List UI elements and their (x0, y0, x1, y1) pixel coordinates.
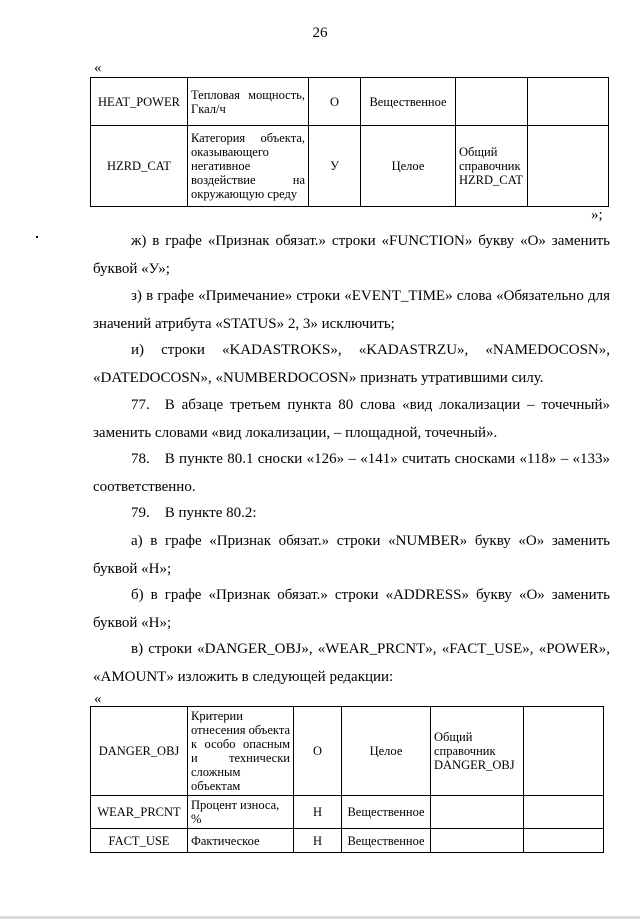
attribute-note-cell (524, 796, 604, 829)
attribute-note-cell (524, 829, 604, 853)
attributes-table-2 (90, 706, 604, 853)
closing-quote: »; (591, 207, 603, 223)
attribute-reference-cell (456, 78, 528, 126)
table-row (91, 829, 604, 853)
attribute-reference-cell (431, 829, 524, 853)
paragraph-b: б) в графе «Признак обязат.» строки «ADDRESS» букву «О» заменить буквой «Н»; (93, 587, 610, 631)
paragraph-a: а) в графе «Признак обязат.» строки «NUMBER» букву «О» заменить буквой «Н»; (93, 533, 610, 577)
paragraph-v: в) строки «DANGER_OBJ», «WEAR_PRCNT», «FACT_USE», «POWER», «AMOUNT» изложить в следующей редакции: (93, 641, 610, 685)
attribute-code-cell: FACT_USE (91, 829, 188, 853)
paragraph-78: 78. В пункте 80.1 сноски «126» – «141» считать сносками «118» – «133» соответственно. (93, 451, 610, 495)
attribute-description-cell: Процент износа, % (188, 796, 294, 829)
attribute-code-cell: WEAR_PRCNT (91, 796, 188, 829)
attribute-reference-cell (431, 796, 524, 829)
attribute-type-cell: Вещественное (342, 829, 431, 853)
attribute-code-cell: HEAT_POWER (91, 78, 188, 126)
page-number: 26 (312, 25, 328, 41)
opening-quote-2: « (94, 691, 102, 707)
attribute-required-cell: Н (294, 796, 342, 829)
scan-speck (36, 236, 38, 238)
attribute-code-cell: DANGER_OBJ (91, 707, 188, 796)
table-row (91, 796, 604, 829)
attribute-note-cell (524, 707, 604, 796)
attribute-type-cell: Вещественное (361, 78, 456, 126)
paragraph-79: 79. В пункте 80.2: (131, 505, 257, 521)
table-row (91, 707, 604, 796)
attribute-type-cell: Вещественное (342, 796, 431, 829)
paragraph-77: 77. В абзаце третьем пункта 80 слова «вид локализации – точечный» заменить словами «вид локализации, – площадной, точечный». (93, 397, 610, 441)
attribute-required-cell: У (309, 126, 361, 207)
attribute-description-cell: Фактическое (188, 829, 294, 853)
attribute-note-cell (528, 78, 609, 126)
attribute-required-cell: О (309, 78, 361, 126)
attribute-required-cell: О (294, 707, 342, 796)
attribute-note-cell (528, 126, 609, 207)
attribute-reference-cell: Общий справочник DANGER_OBJ (431, 707, 524, 796)
paragraph-i: и) строки «KADASTROKS», «KADASTRZU», «NAMEDOCOSN», «DATEDOCOSN», «NUMBERDOCOSN» признать утратившими силу. (93, 342, 610, 386)
paragraph-z: з) в графе «Примечание» строки «EVENT_TIME» слова «Обязательно для значений атрибута «STATUS» 2, 3» исключить; (93, 288, 610, 332)
attribute-code-cell: HZRD_CAT (91, 126, 188, 207)
attribute-description-cell: Категория объекта, оказывающего негативное воздействие на окружающую среду (188, 126, 309, 207)
paragraph-zh: ж) в графе «Признак обязат.» строки «FUNCTION» букву «О» заменить буквой «У»; (93, 233, 610, 277)
attribute-type-cell: Целое (361, 126, 456, 207)
attribute-required-cell: Н (294, 829, 342, 853)
attribute-reference-cell: Общий справочник HZRD_CAT (456, 126, 528, 207)
table-row (91, 126, 609, 207)
opening-quote-1: « (94, 60, 102, 76)
table-row (91, 78, 609, 126)
attributes-table-1 (90, 77, 609, 207)
attribute-type-cell: Целое (342, 707, 431, 796)
attribute-description-cell: Критерии отнесения объекта к особо опасным и технически сложным объектам (188, 707, 294, 796)
attribute-description-cell: Тепловая мощность, Гкал/ч (188, 78, 309, 126)
